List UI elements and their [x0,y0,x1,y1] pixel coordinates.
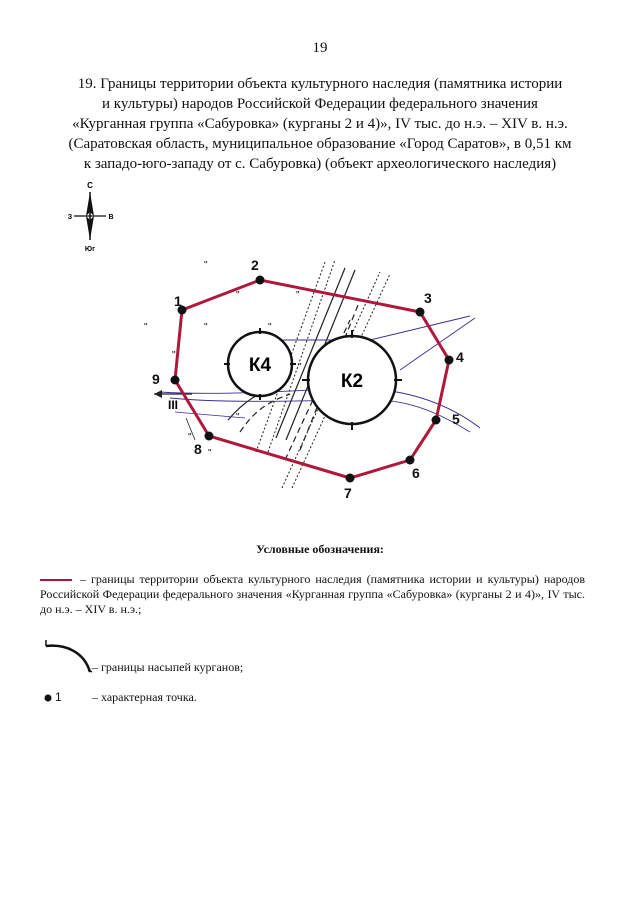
compass-rose [68,181,114,253]
point-label-3: 3 [424,290,432,306]
compass-south-label: Юг [84,246,96,253]
title-line: и культуры) народов Российской Федерации федерального значения [102,96,538,112]
boundary-point [445,356,454,365]
mound-k2 [302,330,402,430]
svg-text:": " [204,260,208,271]
mound-k2-label: К2 [340,371,364,392]
legend-point-sample: 1 [55,690,62,704]
svg-text:": " [298,362,302,373]
point-label-9: 9 [152,371,160,387]
svg-text:": " [236,412,240,423]
svg-text:": " [296,290,300,301]
boundary-line-swatch [40,579,72,581]
road-label: III [168,398,179,412]
legend-point-text: – характерная точка. [92,690,197,704]
point-label-8: 8 [194,441,202,457]
point-swatch [44,694,52,702]
boundary-point [346,474,355,483]
boundary-point [205,432,214,441]
page-number: 19 [312,40,328,56]
point-label-5: 5 [452,411,460,427]
compass-east-label: В [108,214,114,221]
legend-title: Условные обозначения: [256,542,384,556]
boundary-point [256,276,265,285]
svg-text:": " [172,350,176,361]
title-line: к западо-юго-западу от с. Сабуровка) (объект археологического наследия) [83,156,557,172]
svg-text:": " [144,322,148,333]
mound-k4 [224,328,296,400]
legend-boundary-item [40,572,585,617]
title-line: 19. Границы территории объекта культурного наследия (памятника истории [77,76,563,92]
legend-mound-text: – границы насыпей курганов; [92,660,244,674]
svg-text:": " [268,322,272,333]
svg-text:": " [188,432,192,443]
compass-north-label: С [87,181,93,190]
svg-text:": " [208,448,212,459]
point-label-6: 6 [412,465,420,481]
svg-text:": " [204,322,208,333]
svg-text:": " [236,290,240,301]
point-label-4: 4 [456,349,464,365]
title-line: (Саратовская область, муниципальное образование «Город Саратов», в 0,51 км [68,136,572,152]
boundary-point [406,456,415,465]
point-label-2: 2 [251,257,259,273]
mound-boundary-swatch [44,632,94,678]
legend-point-item [44,690,62,705]
compass-west-label: З [67,214,73,221]
legend-boundary-text: – границы территории объекта культурного наследия (памятника истории и культуры) народов Российской Федерации федерального значения «Курганная группа «Сабуровка» (курганы 2 и 4)», IV тыс. до н.э. – XIV в. н.э.; [40,572,585,616]
boundary-point [171,376,180,385]
mound-k4-label: К4 [248,355,272,376]
boundary-point [432,416,441,425]
point-label-7: 7 [344,485,352,501]
title-line: «Курганная группа «Сабуровка» (курганы 2 и 4)», IV тыс. до н.э. – XIV в. н.э. [72,116,568,132]
point-label-1: 1 [174,293,182,309]
boundary-point [416,308,425,317]
